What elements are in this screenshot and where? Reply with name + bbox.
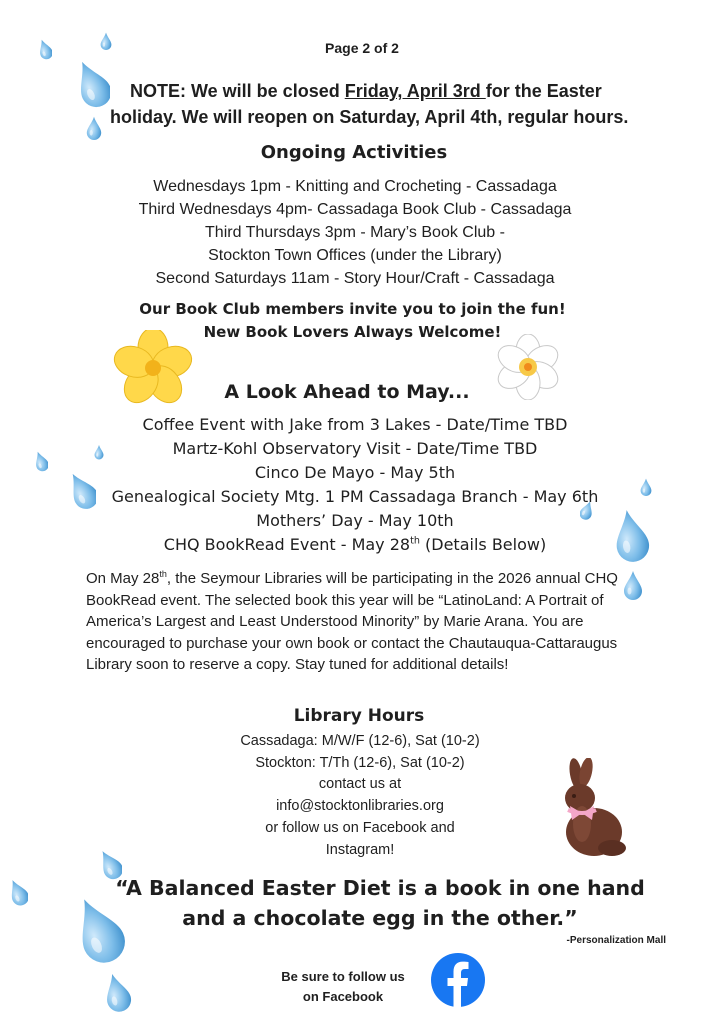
list-item: Second Saturdays 11am - Story Hour/Craft - Cassadaga	[155, 270, 555, 287]
easter-quote-line2: and a chocolate egg in the other.”	[182, 906, 578, 930]
hours-line: Instagram!	[325, 841, 395, 858]
ongoing-activities-title: Ongoing Activities	[260, 142, 448, 163]
water-drop-icon	[102, 972, 132, 1012]
hours-line: contact us at	[318, 776, 402, 793]
closure-note-line2: holiday. We will reopen on Saturday, April 4th, regular hours.	[110, 107, 629, 127]
closure-date: Friday, April 3rd	[344, 81, 486, 101]
hours-line: Cassadaga: M/W/F (12-6), Sat (10-2)	[240, 733, 480, 749]
library-hours-title: Library Hours	[293, 706, 425, 726]
follow-us-line1: Be sure to follow us	[281, 969, 405, 984]
chocolate-bunny-icon	[546, 758, 630, 858]
hours-line: Stockton: T/Th (12-6), Sat (10-2)	[255, 754, 465, 771]
bookread-date: On May 28	[86, 570, 160, 587]
follow-us-line2: on Facebook	[302, 989, 384, 1004]
bookread-event-label: CHQ BookRead Event - May 28	[163, 535, 411, 554]
contact-email: info@stocktonlibraries.org	[276, 798, 444, 815]
book-club-invite-line1: Our Book Club members invite you to join the fun!	[139, 300, 566, 318]
closure-note-line1	[110, 78, 700, 104]
list-item: Mothers’ Day - May 10th	[256, 511, 454, 530]
list-item: Wednesdays 1pm - Knitting and Crocheting - Cassadaga	[153, 178, 557, 195]
closure-note-prefix: NOTE: We will be closed	[130, 81, 345, 101]
list-item: Cinco De Mayo - May 5th	[254, 463, 456, 482]
list-item: Third Thursdays 3pm - Mary’s Book Club -	[205, 224, 505, 241]
bookread-event-details: (Details Below)	[419, 535, 547, 554]
water-drop-icon	[8, 878, 28, 906]
quote-attribution: -Personalization Mall	[566, 935, 666, 946]
page-label: Page 2 of 2	[325, 40, 399, 56]
bookread-paragraph	[86, 568, 656, 676]
ongoing-activities-list	[60, 175, 650, 290]
water-drop-icon	[34, 450, 48, 472]
list-item: Stockton Town Offices (under the Library)	[208, 247, 502, 264]
water-drop-icon	[86, 116, 102, 140]
hours-line: or follow us on Facebook and	[265, 819, 455, 836]
library-hours-list	[210, 731, 510, 861]
easter-quote	[60, 873, 700, 933]
easter-quote-line1: “A Balanced Easter Diet is a book in one hand	[115, 876, 645, 900]
facebook-icon[interactable]	[430, 952, 486, 1008]
ordinal-suffix: th	[410, 535, 420, 547]
water-drop-icon	[74, 58, 110, 108]
closure-note-suffix: for the Easter	[485, 81, 602, 101]
list-item: Martz-Kohl Observatory Visit - Date/Time TBD	[172, 439, 538, 458]
book-club-invite-line2: New Book Lovers Always Welcome!	[203, 323, 502, 341]
list-item: Coffee Event with Jake from 3 Lakes - Date/Time TBD	[142, 415, 568, 434]
may-preview-title: A Look Ahead to May...	[224, 381, 470, 403]
may-events-list	[60, 413, 650, 557]
bookread-body: , the Seymour Libraries will be participating in the 2026 annual CHQ BookRead event. The selected book this year will be “LatinoLand: A Portrait of America’s Largest and Least Understood Minority” by Marie Arana. You are encouraged to purchase your own book or contact the Chautauqua-Cattaraugus Library soon to reserve a copy. Stay tuned for additional details!	[86, 570, 618, 673]
ordinal-suffix: th	[159, 569, 167, 579]
list-item: Third Wednesdays 4pm- Cassadaga Book Club - Cassadaga	[138, 201, 572, 218]
list-item: Genealogical Society Mtg. 1 PM Cassadaga Branch - May 6th	[111, 487, 599, 506]
follow-us-text	[258, 967, 428, 1007]
list-item	[60, 533, 650, 557]
closure-note	[110, 78, 700, 130]
